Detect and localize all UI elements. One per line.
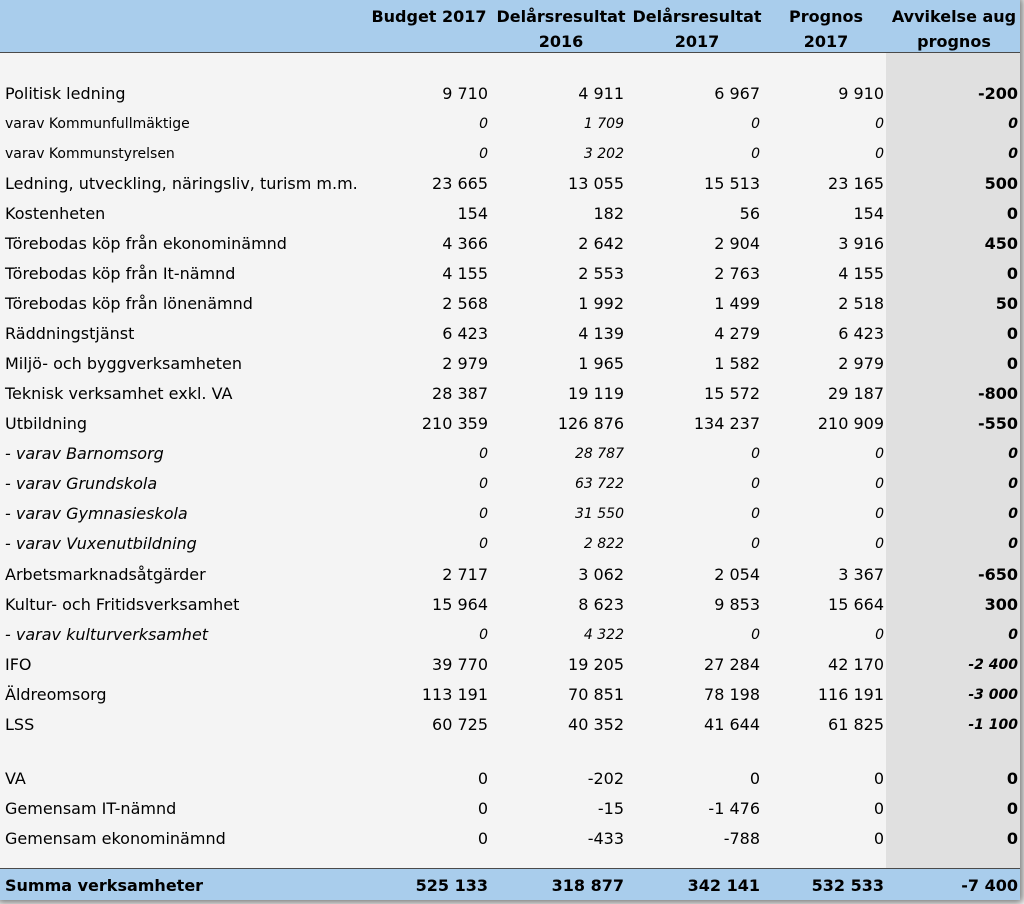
cell-deviation: 0 xyxy=(1008,446,1018,462)
cell-result-2016: 4 139 xyxy=(578,324,624,343)
table-row xyxy=(0,139,1020,169)
cell-result-2016: -15 xyxy=(597,799,624,818)
cell-result-2016: 3 202 xyxy=(583,146,624,162)
cell-deviation: -550 xyxy=(977,414,1018,433)
total-result-2017: 342 141 xyxy=(687,876,760,895)
row-label: Utbildning xyxy=(5,414,88,433)
table-row xyxy=(0,169,1020,199)
cell-result-2016: 40 352 xyxy=(568,715,624,734)
cell-prognos: 0 xyxy=(875,536,884,552)
table-row xyxy=(0,529,1020,559)
cell-result-2017: 15 513 xyxy=(704,174,760,193)
total-label: Summa verksamheter xyxy=(5,876,204,895)
cell-result-2017: 0 xyxy=(751,446,760,462)
table-row xyxy=(0,439,1020,469)
row-label: Äldreomsorg xyxy=(5,685,107,704)
cell-result-2016: 2 553 xyxy=(578,264,624,283)
cell-budget: 4 155 xyxy=(442,264,488,283)
table-row xyxy=(0,620,1020,650)
cell-prognos: 3 367 xyxy=(838,565,884,584)
cell-result-2017: 6 967 xyxy=(714,84,760,103)
cell-deviation: 300 xyxy=(984,595,1018,614)
row-label: LSS xyxy=(5,715,35,734)
cell-budget: 2 717 xyxy=(442,565,488,584)
cell-result-2017: -788 xyxy=(723,829,760,848)
cell-prognos: 2 518 xyxy=(838,294,884,313)
row-label: - varav Grundskola xyxy=(5,474,158,493)
cell-result-2016: 19 205 xyxy=(568,655,624,674)
table-row xyxy=(0,710,1020,740)
cell-result-2016: 3 062 xyxy=(578,565,624,584)
row-label: - varav kulturverksamhet xyxy=(5,625,209,644)
cell-prognos: 42 170 xyxy=(828,655,884,674)
row-label: Politisk ledning xyxy=(5,84,126,103)
table-row xyxy=(0,764,1020,794)
cell-budget: 0 xyxy=(479,116,488,132)
total-deviation: -7 400 xyxy=(961,876,1018,895)
header-budget-2017: Budget 2017 xyxy=(371,7,487,26)
cell-prognos: 0 xyxy=(875,627,884,643)
table-row xyxy=(0,199,1020,229)
table-row xyxy=(0,79,1020,109)
cell-result-2016: 8 623 xyxy=(578,595,624,614)
header-deviation: Avvikelse aug prognos xyxy=(891,7,1017,51)
cell-result-2017: 0 xyxy=(751,536,760,552)
cell-budget: 154 xyxy=(457,204,488,223)
table-row xyxy=(0,229,1020,259)
cell-budget: 28 387 xyxy=(432,384,488,403)
cell-prognos: 3 916 xyxy=(838,234,884,253)
cell-result-2016: 63 722 xyxy=(575,476,624,492)
cell-prognos: 116 191 xyxy=(817,685,884,704)
cell-result-2017: 0 xyxy=(751,146,760,162)
cell-result-2017: 2 763 xyxy=(714,264,760,283)
cell-prognos: 154 xyxy=(853,204,884,223)
table-row xyxy=(0,560,1020,590)
header-result-2016: Delårsresultat 2016 xyxy=(496,7,626,51)
row-label: - varav Vuxenutbildning xyxy=(5,534,197,553)
cell-result-2016: 19 119 xyxy=(568,384,624,403)
row-label: Törebodas köp från lönenämnd xyxy=(5,294,253,313)
row-label: IFO xyxy=(5,655,32,674)
cell-prognos: 210 909 xyxy=(817,414,884,433)
cell-deviation: 0 xyxy=(1008,116,1018,132)
cell-result-2017: 0 xyxy=(751,116,760,132)
table-row xyxy=(0,259,1020,289)
cell-result-2017: 27 284 xyxy=(704,655,760,674)
cell-deviation: 450 xyxy=(984,234,1018,253)
header-prognos-2017: Prognos 2017 xyxy=(789,7,863,51)
cell-result-2016: 1 992 xyxy=(578,294,624,313)
table-row xyxy=(0,824,1020,854)
cell-result-2016: 1 965 xyxy=(578,354,624,373)
cell-result-2016: 28 787 xyxy=(575,446,624,462)
cell-prognos: 0 xyxy=(873,799,884,818)
cell-result-2017: -1 476 xyxy=(708,799,760,818)
total-row xyxy=(0,868,1020,900)
row-label: - varav Barnomsorg xyxy=(5,444,164,463)
cell-prognos: 61 825 xyxy=(828,715,884,734)
cell-deviation: 0 xyxy=(1006,264,1018,283)
cell-result-2017: 0 xyxy=(751,476,760,492)
table-row xyxy=(0,409,1020,439)
cell-prognos: 0 xyxy=(875,146,884,162)
row-label: VA xyxy=(5,769,26,788)
cell-result-2016: 126 876 xyxy=(557,414,624,433)
table-row xyxy=(0,650,1020,680)
cell-result-2017: 2 904 xyxy=(714,234,760,253)
cell-deviation: -1 100 xyxy=(968,717,1018,733)
cell-deviation: 0 xyxy=(1006,769,1018,788)
cell-result-2017: 78 198 xyxy=(704,685,760,704)
row-label: Kostenheten xyxy=(5,204,106,223)
cell-deviation: 0 xyxy=(1006,354,1018,373)
cell-deviation: 0 xyxy=(1006,829,1018,848)
cell-prognos: 0 xyxy=(875,476,884,492)
cell-result-2017: 41 644 xyxy=(704,715,760,734)
cell-result-2017: 0 xyxy=(749,769,760,788)
cell-result-2016: 2 642 xyxy=(578,234,624,253)
row-label: - varav Gymnasieskola xyxy=(5,504,188,523)
cell-deviation: 50 xyxy=(995,294,1018,313)
cell-deviation: -3 000 xyxy=(968,687,1018,703)
cell-budget: 9 710 xyxy=(442,84,488,103)
cell-deviation: -2 400 xyxy=(968,657,1018,673)
table-row xyxy=(0,499,1020,529)
row-label: Arbetsmarknadsåtgärder xyxy=(5,565,206,584)
cell-budget: 0 xyxy=(479,627,488,643)
cell-budget: 0 xyxy=(479,506,488,522)
cell-result-2017: 0 xyxy=(751,506,760,522)
row-label: Ledning, utveckling, näringsliv, turism m.m. xyxy=(5,174,358,193)
cell-prognos: 15 664 xyxy=(828,595,884,614)
cell-prognos: 29 187 xyxy=(828,384,884,403)
total-budget: 525 133 xyxy=(415,876,488,895)
cell-deviation: 500 xyxy=(984,174,1018,193)
cell-prognos: 0 xyxy=(875,446,884,462)
header-result-2017: Delårsresultat 2017 xyxy=(632,7,762,51)
cell-result-2016: 13 055 xyxy=(568,174,624,193)
cell-result-2016: 70 851 xyxy=(568,685,624,704)
cell-deviation: 0 xyxy=(1006,204,1018,223)
table-row xyxy=(0,379,1020,409)
cell-budget: 0 xyxy=(479,146,488,162)
table-row xyxy=(0,319,1020,349)
cell-result-2016: 4 911 xyxy=(578,84,624,103)
cell-result-2016: 182 xyxy=(593,204,624,223)
cell-result-2017: 9 853 xyxy=(714,595,760,614)
cell-result-2016: 1 709 xyxy=(583,116,624,132)
total-prognos: 532 533 xyxy=(811,876,884,895)
cell-prognos: 0 xyxy=(873,769,884,788)
row-label: varav Kommunfullmäktige xyxy=(5,116,190,132)
cell-deviation: 0 xyxy=(1006,324,1018,343)
cell-budget: 4 366 xyxy=(442,234,488,253)
table-row xyxy=(0,349,1020,379)
cell-budget: 210 359 xyxy=(421,414,488,433)
cell-result-2016: 31 550 xyxy=(575,506,624,522)
cell-budget: 39 770 xyxy=(432,655,488,674)
cell-budget: 2 979 xyxy=(442,354,488,373)
total-result-2016: 318 877 xyxy=(551,876,624,895)
cell-result-2017: 15 572 xyxy=(704,384,760,403)
table-row xyxy=(0,289,1020,319)
cell-prognos: 2 979 xyxy=(838,354,884,373)
table-row xyxy=(0,109,1020,139)
cell-budget: 0 xyxy=(479,476,488,492)
cell-deviation: 0 xyxy=(1008,146,1018,162)
table-row xyxy=(0,680,1020,710)
cell-result-2017: 4 279 xyxy=(714,324,760,343)
table-row xyxy=(0,794,1020,824)
cell-prognos: 4 155 xyxy=(838,264,884,283)
cell-budget: 0 xyxy=(479,536,488,552)
cell-budget: 60 725 xyxy=(432,715,488,734)
cell-deviation: 0 xyxy=(1006,799,1018,818)
table-header xyxy=(0,0,1020,53)
cell-budget: 0 xyxy=(479,446,488,462)
cell-prognos: 0 xyxy=(875,506,884,522)
row-label: Gemensam ekonominämnd xyxy=(5,829,226,848)
cell-prognos: 0 xyxy=(875,116,884,132)
cell-prognos: 23 165 xyxy=(828,174,884,193)
cell-budget: 113 191 xyxy=(421,685,488,704)
cell-budget: 23 665 xyxy=(432,174,488,193)
row-label: Törebodas köp från It-nämnd xyxy=(5,264,236,283)
table-row xyxy=(0,590,1020,620)
cell-budget: 0 xyxy=(477,769,488,788)
cell-budget: 2 568 xyxy=(442,294,488,313)
cell-result-2016: 4 322 xyxy=(583,627,624,643)
cell-prognos: 6 423 xyxy=(838,324,884,343)
cell-result-2017: 1 582 xyxy=(714,354,760,373)
row-label: Törebodas köp från ekonominämnd xyxy=(5,234,287,253)
cell-deviation: -200 xyxy=(977,84,1018,103)
cell-prognos: 0 xyxy=(873,829,884,848)
cell-result-2016: -202 xyxy=(587,769,624,788)
cell-deviation: 0 xyxy=(1008,627,1018,643)
cell-result-2017: 1 499 xyxy=(714,294,760,313)
cell-result-2016: -433 xyxy=(587,829,624,848)
cell-budget: 0 xyxy=(477,829,488,848)
cell-result-2017: 56 xyxy=(739,204,760,223)
cell-prognos: 9 910 xyxy=(838,84,884,103)
cell-result-2016: 2 822 xyxy=(583,536,624,552)
row-label: Kultur- och Fritidsverksamhet xyxy=(5,595,240,614)
cell-result-2017: 134 237 xyxy=(693,414,760,433)
cell-budget: 6 423 xyxy=(442,324,488,343)
row-label: Räddningstjänst xyxy=(5,324,135,343)
cell-deviation: -650 xyxy=(977,565,1018,584)
cell-deviation: -800 xyxy=(977,384,1018,403)
row-label: Gemensam IT-nämnd xyxy=(5,799,177,818)
row-label: Miljö- och byggverksamheten xyxy=(5,354,242,373)
table-row xyxy=(0,469,1020,499)
cell-budget: 15 964 xyxy=(432,595,488,614)
row-label: varav Kommunstyrelsen xyxy=(5,146,175,162)
row-label: Teknisk verksamhet exkl. VA xyxy=(5,384,233,403)
cell-deviation: 0 xyxy=(1008,536,1018,552)
cell-deviation: 0 xyxy=(1008,476,1018,492)
cell-deviation: 0 xyxy=(1008,506,1018,522)
cell-result-2017: 0 xyxy=(751,627,760,643)
cell-result-2017: 2 054 xyxy=(714,565,760,584)
cell-budget: 0 xyxy=(477,799,488,818)
